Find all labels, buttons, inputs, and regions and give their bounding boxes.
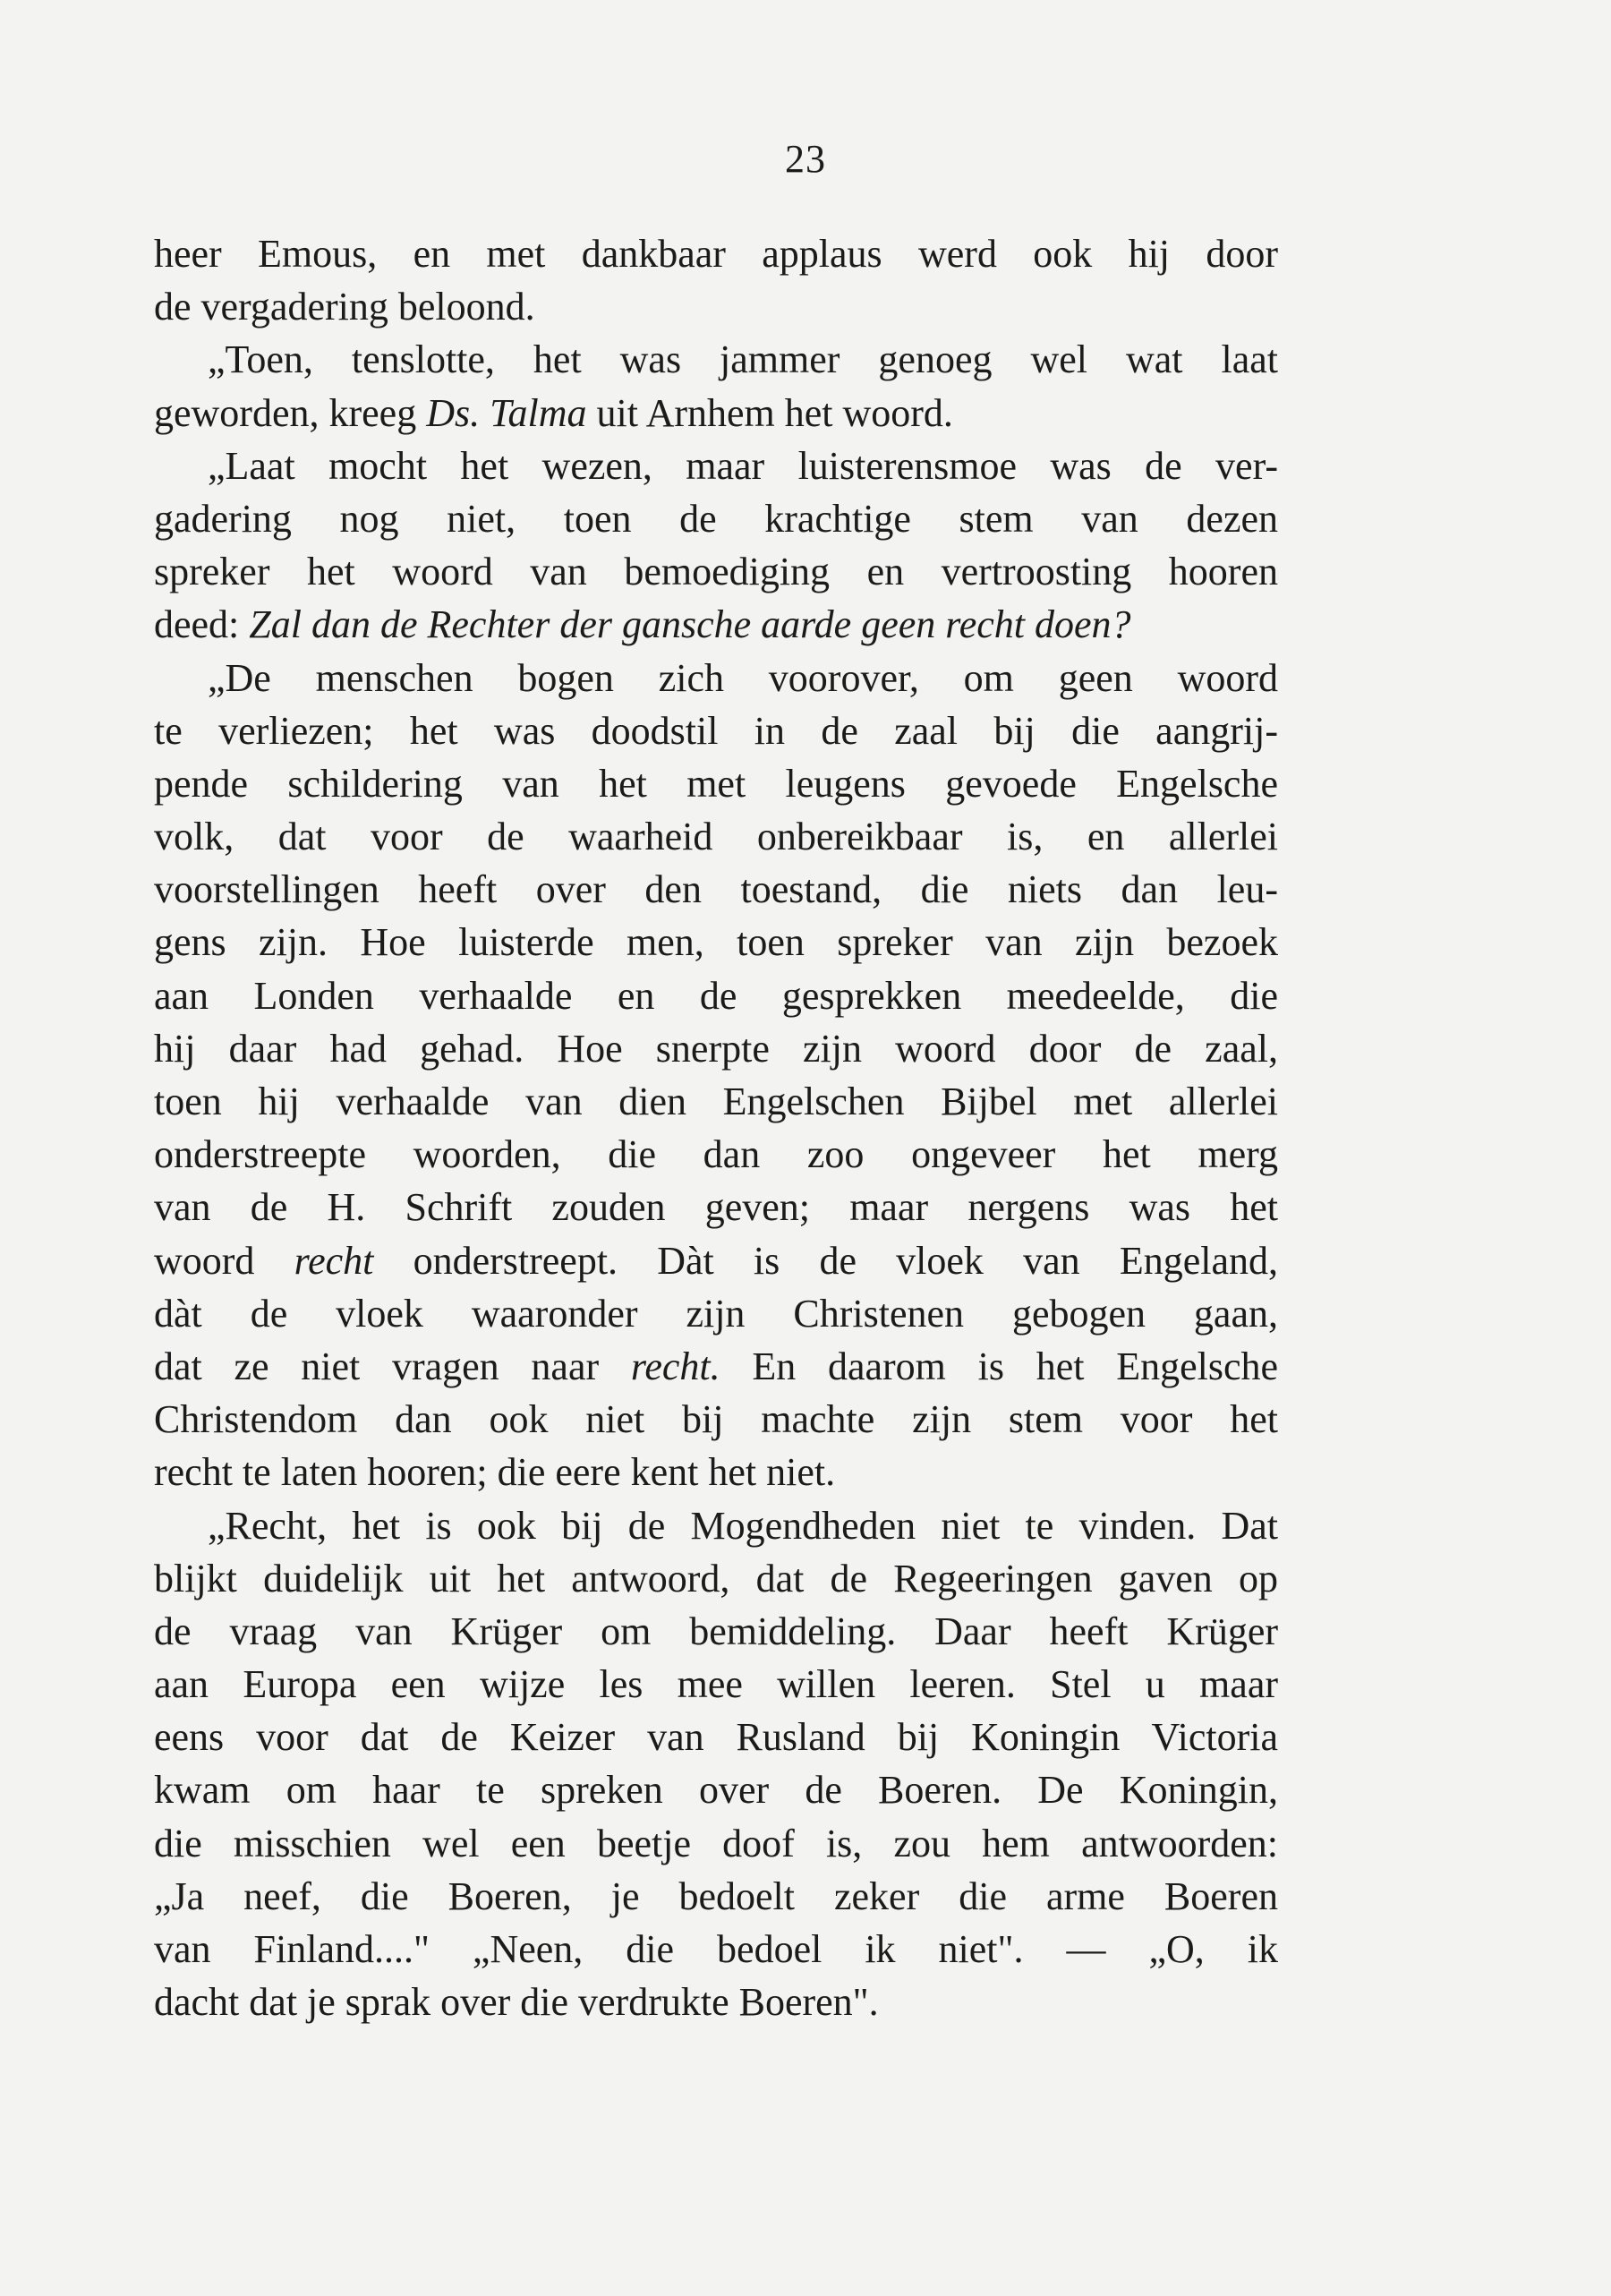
text-line (154, 704, 1278, 757)
text-line (154, 333, 1278, 386)
body-text (154, 227, 1278, 2028)
text-line (154, 863, 1278, 916)
italic-text: Zal dan de Rechter der gansche aarde geen recht doen? (249, 602, 1131, 647)
text-line (154, 1181, 1278, 1233)
text-segment: de vraag van Krüger om bemiddeling. Daar heeft Krüger (154, 1609, 1278, 1653)
text-segment: de vergadering beloond. (154, 285, 535, 329)
text-line (154, 1287, 1278, 1340)
text-line (154, 1075, 1278, 1128)
text-line (154, 757, 1278, 810)
paragraph (154, 652, 1278, 1499)
text-segment: toen hij verhaalde van dien Engelschen Bijbel met allerlei (154, 1080, 1278, 1123)
text-segment: gadering nog niet, toen de krachtige stem van dezen (154, 496, 1278, 541)
text-line (154, 1658, 1278, 1711)
text-segment: aan Londen verhaalde en de gesprekken meedeelde, die (154, 973, 1278, 1018)
text-line (154, 652, 1278, 704)
text-segment: onderstreepte woorden, die dan zoo ongeveer het merg (154, 1132, 1278, 1177)
text-segment: recht te laten hooren; die eere kent het niet. (154, 1450, 836, 1495)
text-line (154, 916, 1278, 969)
text-line (154, 1763, 1278, 1816)
text-segment: gens zijn. Hoe luisterde men, toen spreker van zijn bezoek (154, 920, 1278, 965)
text-line (154, 1870, 1278, 1923)
text-segment: „Laat mocht het wezen, maar luisterensmoe was de ver- (208, 443, 1278, 488)
text-line (154, 969, 1278, 1022)
text-segment: blijkt duidelijk uit het antwoord, dat de Regeeringen gaven op (154, 1556, 1278, 1600)
text-line (154, 1446, 1278, 1498)
text-line (154, 227, 1278, 280)
text-segment: geworden, kreeg (154, 390, 427, 435)
text-line (154, 1234, 1278, 1287)
text-line (154, 280, 1278, 333)
text-line (154, 1711, 1278, 1763)
text-line (154, 1022, 1278, 1075)
text-line (154, 1340, 1278, 1393)
italic-text: Ds. Talma (426, 390, 587, 435)
paragraph (154, 227, 1278, 333)
text-line (154, 1552, 1278, 1605)
text-segment: van Finland...." „Neen, die bedoel ik niet". — „O, ik (154, 1927, 1278, 1971)
text-segment: dacht dat je sprak over die verdrukte Boeren". (154, 1980, 879, 2025)
text-line (154, 1393, 1278, 1446)
paragraph (154, 333, 1278, 439)
text-line (154, 1605, 1278, 1658)
text-segment: te verliezen; het was doodstil in de zaal bij die aangrij- (154, 708, 1278, 753)
page-number: 23 (785, 137, 826, 181)
text-line (154, 545, 1278, 598)
text-line (154, 440, 1278, 492)
text-segment: dat ze niet vragen naar (154, 1344, 631, 1388)
text-line (154, 1817, 1278, 1870)
text-line (154, 1976, 1278, 2028)
text-line (154, 387, 1278, 440)
text-segment: volk, dat voor de waarheid onbereikbaar is, en allerlei (154, 815, 1278, 859)
text-segment: „De menschen bogen zich voorover, om geen woord (208, 655, 1278, 700)
paragraph (154, 440, 1278, 652)
italic-text: recht. (630, 1344, 720, 1388)
text-segment: „Ja neef, die Boeren, je bedoelt zeker die arme Boeren (154, 1874, 1278, 1918)
text-segment: voorstellingen heeft over den toestand, die niets dan leu- (154, 867, 1278, 912)
italic-text: recht (294, 1238, 374, 1283)
text-segment: eens voor dat de Keizer van Rusland bij Koningin Victoria (154, 1715, 1278, 1760)
paragraph (154, 1499, 1278, 2029)
text-segment: hij daar had gehad. Hoe snerpte zijn woord door de zaal, (154, 1026, 1278, 1071)
text-line (154, 810, 1278, 863)
text-segment: die misschien wel een beetje doof is, zou hem antwoorden: (154, 1821, 1278, 1865)
text-segment: aan Europa een wijze les mee willen leeren. Stel u maar (154, 1662, 1278, 1707)
text-line (154, 1128, 1278, 1181)
text-line (154, 1923, 1278, 1976)
text-segment: woord (154, 1238, 294, 1283)
text-segment: pende schildering van het met leugens gevoede Engelsche (154, 761, 1278, 806)
text-segment: van de H. Schrift zouden geven; maar nergens was het (154, 1185, 1278, 1230)
text-segment: „Toen, tenslotte, het was jammer genoeg wel wat laat (208, 337, 1278, 382)
text-line (154, 1499, 1278, 1552)
text-segment: Christendom dan ook niet bij machte zijn stem voor het (154, 1397, 1278, 1442)
text-segment: uit Arnhem het woord. (586, 390, 953, 435)
text-segment: deed: (154, 602, 250, 647)
text-segment: heer Emous, en met dankbaar applaus werd ook hij door (154, 232, 1278, 276)
text-segment: dàt de vloek waaronder zijn Christenen gebogen gaan, (154, 1291, 1278, 1336)
text-segment: „Recht, het is ook bij de Mogendheden niet te vinden. Dat (208, 1503, 1278, 1548)
text-segment: En daarom is het Engelsche (720, 1344, 1278, 1388)
text-segment: onderstreept. Dàt is de vloek van Engeland, (373, 1238, 1278, 1283)
text-segment: spreker het woord van bemoediging en vertroosting hooren (154, 550, 1278, 594)
text-segment: kwam om haar te spreken over de Boeren. De Koningin, (154, 1768, 1278, 1813)
text-line (154, 598, 1278, 651)
text-line (154, 492, 1278, 545)
